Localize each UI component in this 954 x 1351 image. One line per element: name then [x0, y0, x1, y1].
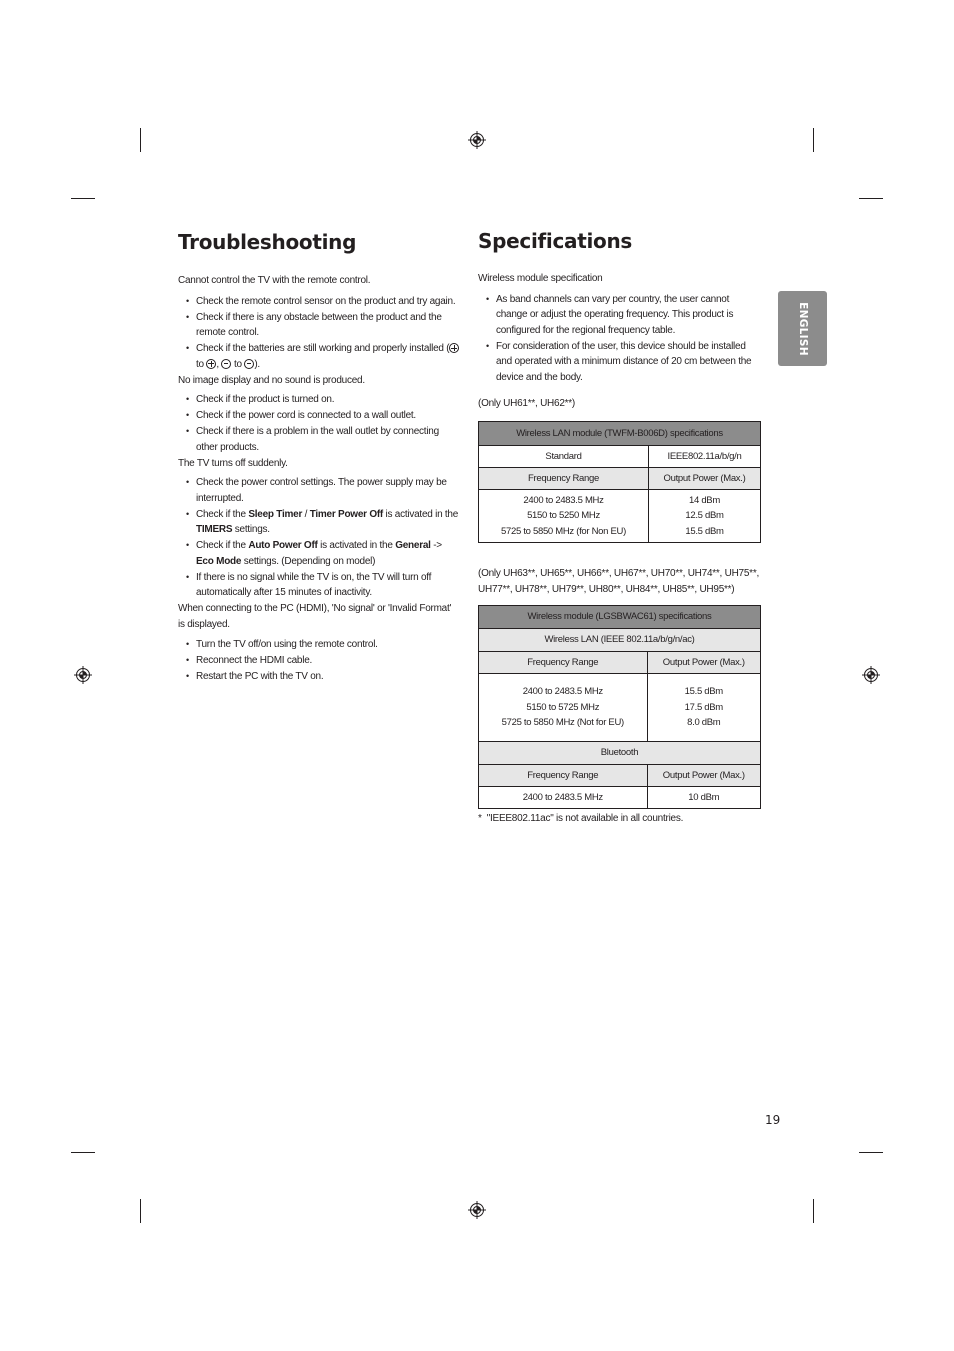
registration-mark-icon — [468, 1201, 486, 1219]
bullet-list — [178, 637, 460, 685]
list-item: • Restart the PC with the TV on. — [178, 669, 460, 685]
language-tab-label: ENGLISH — [796, 301, 809, 356]
section-intro: Wireless module specification — [478, 273, 603, 284]
language-tab — [778, 291, 827, 366]
list-item: • Check if the power cord is connected to a wall outlet. — [178, 408, 460, 424]
section-intro: The TV turns off suddenly. — [178, 457, 288, 469]
table-column-header: Output Power (Max.) — [647, 652, 760, 674]
list-item: • Check if there is a problem in the wall outlet by connecting other products. — [178, 424, 460, 455]
crop-mark — [859, 1152, 883, 1153]
model-note: (Only UH61**, UH62**) — [478, 398, 576, 409]
crop-mark — [140, 1199, 141, 1223]
table-column-header: Output Power (Max.) — [648, 468, 760, 490]
specifications-intro-block — [478, 271, 760, 386]
table-cell: 2400 to 2483.5 MHz 5150 to 5250 MHz 5725 to 5850 MHz (for Non EU) — [479, 490, 649, 543]
table-cell: 14 dBm 12.5 dBm 15.5 dBm — [648, 490, 760, 543]
registration-mark-icon — [468, 131, 486, 149]
table-cell: 2400 to 2483.5 MHz 5150 to 5725 MHz 5725 to 5850 MHz (Not for EU) — [479, 674, 648, 742]
table-cell: 15.5 dBm 17.5 dBm 8.0 dBm — [647, 674, 760, 742]
battery-plus-icon — [449, 343, 459, 353]
troubleshooting-title: Troubleshooting — [178, 230, 357, 254]
section-intro: Cannot control the TV with the remote control. — [178, 275, 371, 286]
registration-mark-icon — [74, 666, 92, 684]
battery-plus-icon — [206, 359, 216, 369]
section-intro: No image display and no sound is produced. — [178, 374, 365, 386]
model-note: (Only UH63**, UH65**, UH66**, UH67**, UH70**, UH74**, UH75**, UH77**, UH78**, UH79**, UH80**, UH84**, UH85**, UH95**) — [478, 568, 759, 595]
table-header: Wireless module (LGSBWAC61) specifications — [479, 606, 761, 629]
table-cell: IEEE802.11a/b/g/n — [648, 446, 760, 468]
list-item: • Check if the batteries are still working and properly installed ( to , to ). — [178, 341, 460, 372]
list-item: • For consideration of the user, this device should be installed and operated with a minimum distance of 20 cm between the device and the body. — [478, 339, 760, 386]
list-item: • Check if the product is turned on. — [178, 392, 460, 408]
crop-mark — [813, 1199, 814, 1223]
table-cell: Standard — [479, 446, 649, 468]
wireless-module-spec-table — [478, 605, 761, 809]
footnote: * "IEEE802.11ac" is not available in all countries. — [478, 813, 684, 824]
bullet-list — [178, 294, 460, 373]
battery-minus-icon — [244, 359, 254, 369]
table-subheader: Wireless LAN (IEEE 802.11a/b/g/n/ac) — [479, 629, 761, 652]
crop-mark — [813, 128, 814, 152]
bullet-list — [178, 475, 460, 601]
table-column-header: Frequency Range — [479, 765, 648, 787]
list-item: • As band channels can vary per country, the user cannot change or adjust the operating frequency. This product is configured for the regional frequency table. — [478, 292, 760, 339]
crop-mark — [71, 198, 95, 199]
list-item: • Check the remote control sensor on the product and try again. — [178, 294, 460, 310]
list-item: • Reconnect the HDMI cable. — [178, 653, 460, 669]
specifications-title: Specifications — [478, 229, 633, 253]
table-subheader: Bluetooth — [479, 742, 761, 765]
table-column-header: Frequency Range — [479, 652, 648, 674]
table-cell: 2400 to 2483.5 MHz — [479, 787, 648, 809]
page-number: 19 — [765, 1113, 781, 1127]
table-column-header: Output Power (Max.) — [647, 765, 760, 787]
bullet-list — [478, 292, 760, 386]
list-item: • Check if the Sleep Timer / Timer Power Off is activated in the TIMERS settings. — [178, 507, 460, 538]
list-item: • If there is no signal while the TV is on, the TV will turn off automatically after 15 minutes of inactivity. — [178, 570, 460, 601]
list-item: • Turn the TV off/on using the remote control. — [178, 637, 460, 653]
crop-mark — [71, 1152, 95, 1153]
table-header: Wireless LAN module (TWFM-B006D) specifications — [479, 422, 761, 446]
registration-mark-icon — [862, 666, 880, 684]
list-item: • Check if the Auto Power Off is activated in the General -> Eco Mode settings. (Depending on model) — [178, 538, 460, 569]
table-column-header: Frequency Range — [479, 468, 649, 490]
crop-mark — [140, 128, 141, 152]
list-item: • Check the power control settings. The power supply may be interrupted. — [178, 475, 460, 506]
list-item: • Check if there is any obstacle between the product and the remote control. — [178, 310, 460, 341]
crop-mark — [859, 198, 883, 199]
bullet-list — [178, 392, 460, 455]
section-intro: When connecting to the PC (HDMI), 'No signal' or 'Invalid Format' is displayed. — [178, 603, 452, 630]
table-cell: 10 dBm — [647, 787, 760, 809]
wireless-lan-spec-table — [478, 421, 761, 543]
troubleshooting-content — [178, 273, 460, 685]
battery-minus-icon — [221, 359, 231, 369]
